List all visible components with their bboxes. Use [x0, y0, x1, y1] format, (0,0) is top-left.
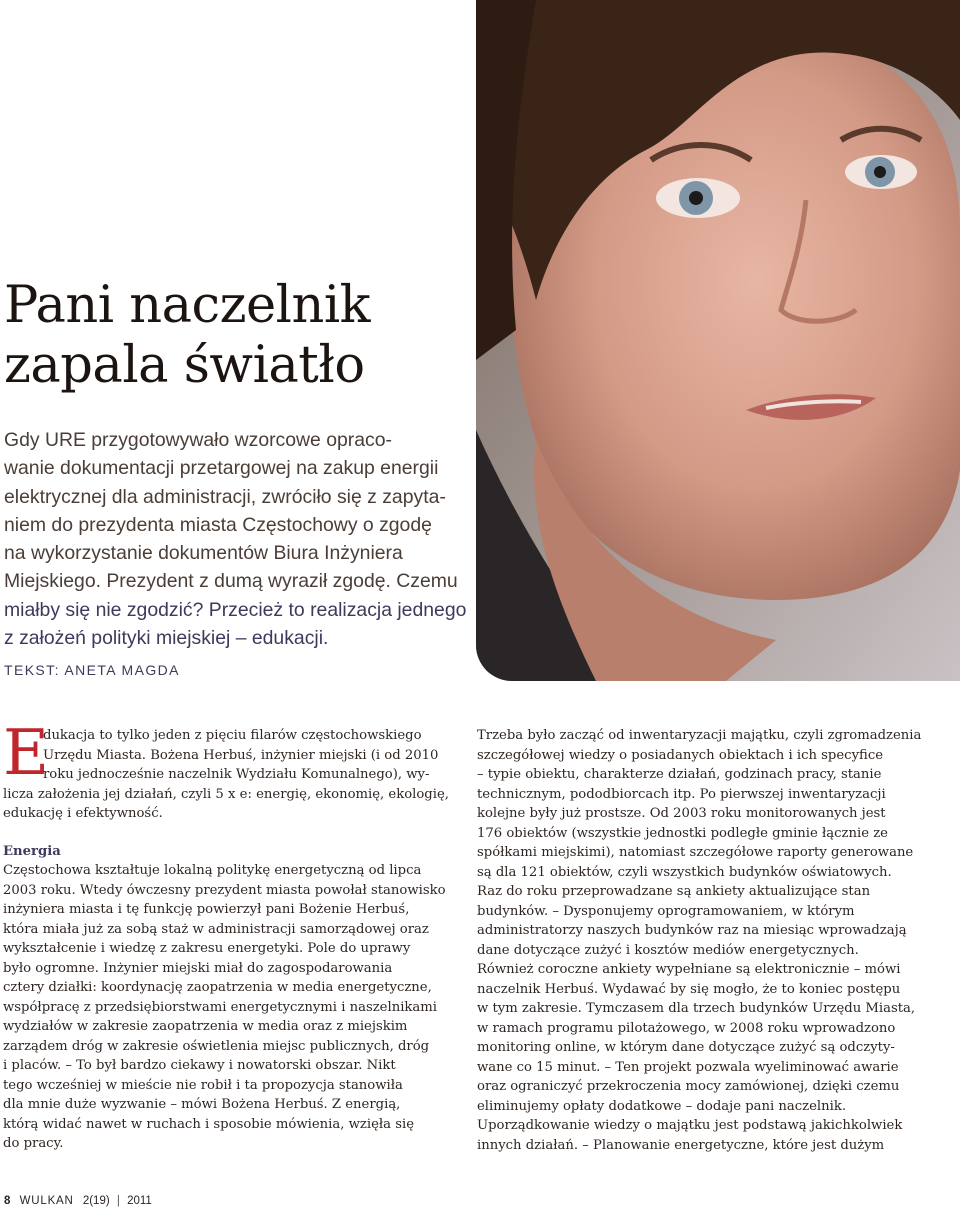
body-line: innych działań. – Planowanie energetyczne, które jest dużym: [477, 1137, 885, 1153]
body-line: Również coroczne ankiety wypełniane są elektronicznie – mówi: [477, 962, 901, 977]
body-line: Raz do roku przeprowadzane są ankiety aktualizujące stan: [477, 884, 871, 899]
footer-divider: |: [116, 1195, 120, 1207]
body-line: wane co 15 minut. – Ten projekt pozwala wyeliminować awarie: [477, 1059, 899, 1075]
byline: TEKST: ANETA MAGDA: [4, 662, 180, 678]
body-line: edukację i efektywność.: [3, 806, 163, 821]
body-line: w tym zakresie. Tymczasem dla trzech budynków Urzędu Miasta,: [477, 1001, 916, 1016]
body-line: Uporządkowanie wiedzy o majątku jest podstawą jakichkolwiek: [477, 1118, 903, 1133]
body-line: spółkami miejskimi), natomiast szczegółowe raporty generowane: [477, 845, 914, 860]
issue-year: 2011: [127, 1195, 152, 1207]
body-line: budynków. – Dysponujemy oprogramowaniem, w którym: [477, 903, 855, 919]
body-line: którą widać nawet w ruchach i sposobie mówienia, wzięła się: [3, 1116, 415, 1132]
body-line: są dla 121 obiektów, czyli wszystkich budynków oświatowych.: [477, 864, 892, 880]
lead-line: z założeń polityki miejskiej – edukacji.: [4, 627, 329, 650]
body-line: inżyniera miasta i tę funkcję powierzył pani Bożenie Herbuś,: [3, 902, 410, 917]
issue-number: 2(19): [82, 1195, 110, 1207]
body-line: która miała już za sobą staż w administracji samorządowej oraz: [3, 921, 429, 937]
body-line: Trzeba było zacząć od inwentaryzacji majątku, czyli zgromadzenia: [477, 728, 922, 743]
left-column: [3, 716, 449, 1154]
page-number: 8: [4, 1195, 11, 1207]
lead-line: wanie dokumentacji przetargowej na zakup energii: [4, 457, 439, 480]
body-line: roku jednocześnie naczelnik Wydziału Komunalnego), wy-: [43, 767, 430, 782]
title-line-1: Pani naczelnik: [4, 276, 371, 335]
lead-line: miałby się nie zgodzić? Przecież to realizacja jednego: [4, 598, 467, 621]
article-title: [4, 276, 464, 396]
lead-line: Miejskiego. Prezydent z dumą wyraził zgodę. Czemu: [4, 570, 458, 593]
article-lead: [4, 426, 469, 652]
body-line: do pracy.: [3, 1136, 64, 1151]
body-line: współpracę z przedsiębiorstwami energetycznymi i naszelnikami: [3, 999, 437, 1015]
body-line: było ogromne. Inżynier miejski miał do zagospodarowania: [3, 960, 393, 976]
body-line: eliminujemy opłaty dodatkowe – dodaje pani naczelnik.: [477, 1098, 847, 1114]
body-line: dukacja to tylko jeden z pięciu filarów częstochowskiego: [43, 728, 422, 743]
body-line: administratorzy naszych budynków raz na miesiąc wprowadzają: [477, 923, 907, 938]
body-line: oraz ograniczyć przekroczenia mocy zamówionej, dzięki czemu: [477, 1079, 900, 1094]
lead-line: Gdy URE przygotowywało wzorcowe opraco-: [4, 429, 392, 451]
body-line: 2003 roku. Wtedy ówczesny prezydent miasta powołał stanowisko: [3, 882, 446, 898]
body-line: wykształcenie i wiedzę z zakresu energetyki. Pole do uprawy: [3, 941, 411, 956]
body-line: zarządem dróg w zakresie oświetlenia miejsc publicznych, dróg: [3, 1038, 430, 1054]
lead-line: na wykorzystanie dokumentów Biura Inżyniera: [4, 542, 403, 565]
body-line: technicznym, pododbiorcach itp. Po pierwszej inwentaryzacji: [477, 786, 886, 802]
body-line: wydziałów w zakresie zaopatrzenia w media oraz z miejskim: [3, 1019, 408, 1034]
section-subhead: Energia: [3, 843, 61, 859]
body-line: Częstochowa kształtuje lokalną politykę energetyczną od lipca: [3, 863, 422, 878]
portrait-photo: [476, 0, 960, 681]
drop-cap: E: [3, 716, 49, 789]
body-line: i placów. – To był bardzo ciekawy i nowatorski obszar. Nikt: [3, 1058, 396, 1073]
body-line: dla mnie duże wyzwanie – mówi Bożena Herbuś. Z energią,: [3, 1097, 401, 1112]
body-line: tego wcześniej w mieście nie robił i ta propozycja stanowiła: [3, 1077, 403, 1093]
body-line: kolejne były już prostsze. Od 2003 roku monitorowanych jest: [477, 806, 886, 821]
body-line: dane dotyczące zużyć i kosztów mediów energetycznych.: [477, 942, 859, 958]
body-line: cztery działki: koordynację zaopatrzenia w media energetyczne,: [3, 980, 432, 995]
body-line: Urzędu Miasta. Bożena Herbuś, inżynier miejski (i od 2010: [43, 747, 439, 763]
body-line: 176 obiektów (wszystkie jednostki podległe gminie łącznie ze: [477, 825, 888, 841]
lead-line: elektrycznej dla administracji, zwróciło się z zapyta-: [4, 485, 446, 508]
body-line: – typie obiektu, charakterze działań, godzinach pracy, stanie: [477, 767, 882, 782]
body-line: naczelnik Herbuś. Wydawać by się mogło, że to koniec postępu: [477, 981, 901, 997]
body-line: szczegółowej wiedzy o posiadanych obiektach i ich specyfice: [477, 747, 884, 763]
right-column: [477, 726, 922, 1155]
lead-line: niem do prezydenta miasta Częstochowy o zgodę: [4, 513, 432, 536]
body-line: licza założenia jej działań, czyli 5 x e: energię, ekonomię, ekologię,: [3, 786, 449, 802]
page-footer: [4, 1195, 152, 1207]
publication-name: WULKAN: [19, 1195, 74, 1207]
body-line: monitoring online, w którym dane dotyczące zużyć są odczyty-: [477, 1040, 895, 1055]
title-line-2: zapala światło: [4, 336, 365, 395]
body-line: w ramach programu pilotażowego, w 2008 roku wprowadzono: [477, 1020, 896, 1036]
